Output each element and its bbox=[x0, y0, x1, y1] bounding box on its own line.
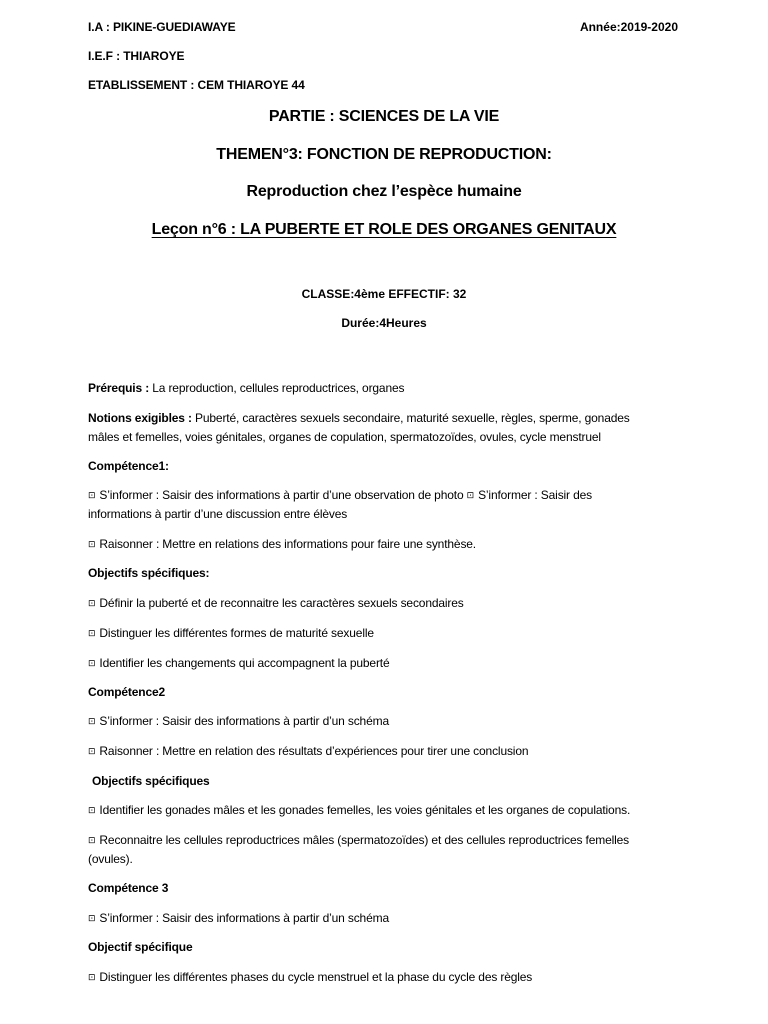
prerequis-text: La reproduction, cellules reproductrices, organes bbox=[149, 381, 405, 395]
s-informer-text-b: S’informer : Saisir des bbox=[478, 488, 592, 502]
competence1-title: Compétence1: bbox=[88, 459, 169, 473]
competence3-title: Compétence 3 bbox=[88, 881, 169, 895]
notions-label: Notions exigibles : bbox=[88, 411, 192, 425]
objectif-text: Identifier les gonades mâles et les gonades femelles, les voies génitales et les organes de copulations. bbox=[99, 803, 631, 817]
bullet-icon: ⊡ bbox=[88, 491, 96, 501]
notions-line-2: mâles et femelles, voies génitales, organes de copulation, spermatozoïdes, ovules, cycle menstruel bbox=[88, 430, 601, 444]
bullet-icon: ⊡ bbox=[88, 806, 96, 816]
s-informer-text-a: S’informer : Saisir des informations à partir d’une observation de photo bbox=[99, 488, 464, 502]
competence2-objectif-1 bbox=[88, 801, 688, 821]
competence3-objectif-title: Objectif spécifique bbox=[88, 940, 193, 954]
ief-header: I.E.F : THIAROYE bbox=[88, 49, 185, 63]
competence1-objectif-3 bbox=[88, 654, 688, 674]
bullet-icon: ⊡ bbox=[88, 717, 96, 727]
competence1-s-informer-line-1 bbox=[88, 486, 688, 506]
s-informer-text: S’informer : Saisir des informations à partir d’un schéma bbox=[99, 911, 389, 925]
bullet-icon: ⊡ bbox=[88, 659, 96, 669]
lesson-title-text: Leçon n°6 : LA PUBERTE ET ROLE DES ORGANES GENITAUX bbox=[151, 221, 617, 238]
bullet-icon: ⊡ bbox=[88, 973, 96, 983]
competence1-s-informer-line-2: informations à partir d’une discussion entre élèves bbox=[88, 507, 348, 521]
notions-text-1: Puberté, caractères sexuels secondaire, maturité sexuelle, règles, sperme, gonades bbox=[191, 411, 630, 425]
objectif-text: Distinguer les différentes phases du cycle menstruel et la phase du cycle des règles bbox=[99, 970, 533, 984]
bullet-icon: ⊡ bbox=[88, 599, 96, 609]
competence1-objectifs-title: Objectifs spécifiques: bbox=[88, 566, 210, 580]
prerequis-line bbox=[88, 379, 688, 398]
bullet-icon: ⊡ bbox=[88, 914, 96, 924]
prerequis-label: Prérequis : bbox=[88, 381, 150, 395]
theme-title: THEMEN°3: FONCTION DE REPRODUCTION: bbox=[216, 146, 552, 163]
duration: Durée:4Heures bbox=[341, 316, 427, 330]
competence1-raisonner bbox=[88, 535, 688, 555]
bullet-icon: ⊡ bbox=[88, 629, 96, 639]
s-informer-text: S’informer : Saisir des informations à partir d’un schéma bbox=[99, 714, 389, 728]
competence2-title: Compétence2 bbox=[88, 685, 166, 699]
competence2-raisonner bbox=[88, 742, 688, 762]
partie-title: PARTIE : SCIENCES DE LA VIE bbox=[268, 108, 500, 125]
competence1-objectif-1 bbox=[88, 594, 688, 614]
class-info: CLASSE:4ème EFFECTIF: 32 bbox=[301, 287, 467, 301]
competence2-objectif-2-line-1 bbox=[88, 831, 688, 851]
bullet-icon: ⊡ bbox=[88, 836, 96, 846]
competence2-objectifs-title: Objectifs spécifiques bbox=[92, 774, 210, 788]
notions-line-1 bbox=[88, 409, 688, 428]
ia-header: I.A : PIKINE-GUEDIAWAYE bbox=[88, 20, 236, 34]
competence3-s-informer bbox=[88, 909, 688, 929]
objectif-text: Reconnaitre les cellules reproductrices mâles (spermatozoïdes) et des cellules reproductrices femelles bbox=[99, 833, 630, 847]
bullet-icon: ⊡ bbox=[88, 747, 96, 757]
lesson-title bbox=[0, 221, 768, 239]
raisonner-text: Raisonner : Mettre en relations des informations pour faire une synthèse. bbox=[99, 537, 476, 551]
subtitle: Reproduction chez l’espèce humaine bbox=[246, 183, 522, 200]
etablissement-header: ETABLISSEMENT : CEM THIAROYE 44 bbox=[88, 78, 305, 92]
competence2-s-informer bbox=[88, 712, 688, 732]
competence2-objectif-2-line-2: (ovules). bbox=[88, 852, 133, 866]
raisonner-text: Raisonner : Mettre en relation des résultats d’expériences pour tirer une conclusion bbox=[99, 744, 529, 758]
school-year: Année:2019-2020 bbox=[579, 20, 678, 34]
bullet-icon: ⊡ bbox=[88, 540, 96, 550]
bullet-icon: ⊡ bbox=[466, 491, 475, 501]
competence3-objectif bbox=[88, 968, 688, 988]
objectif-text: Définir la puberté et de reconnaitre les caractères sexuels secondaires bbox=[99, 596, 464, 610]
objectif-text: Identifier les changements qui accompagnent la puberté bbox=[99, 656, 390, 670]
objectif-text: Distinguer les différentes formes de maturité sexuelle bbox=[99, 626, 374, 640]
competence1-objectif-2 bbox=[88, 624, 688, 644]
